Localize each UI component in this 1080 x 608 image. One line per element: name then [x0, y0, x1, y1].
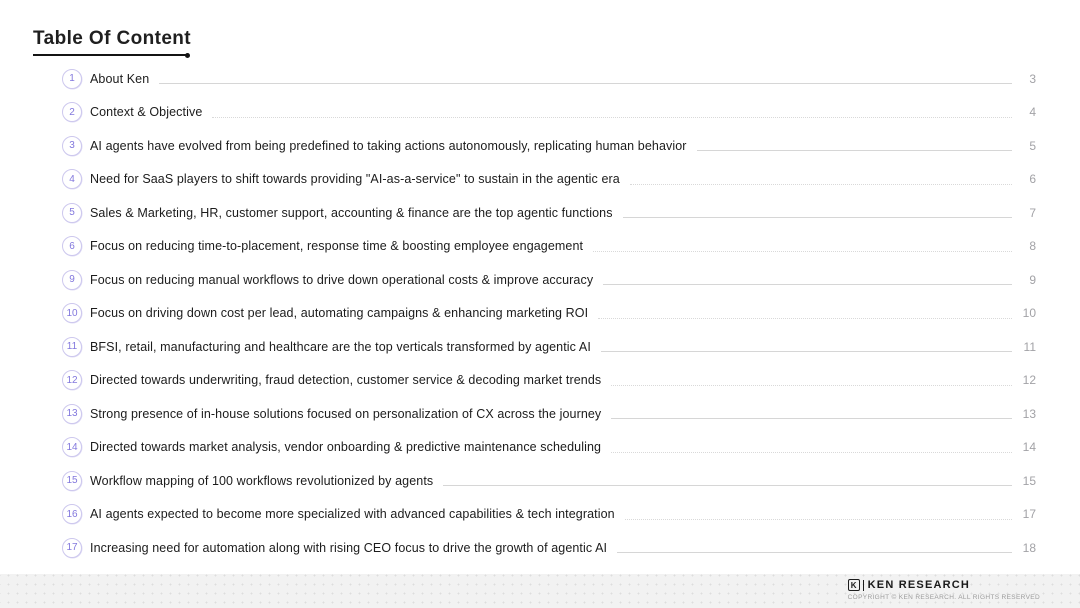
item-label: Focus on reducing time-to-placement, response time & boosting employee engagement — [90, 239, 584, 254]
leader-line — [611, 452, 1012, 453]
item-number-badge — [62, 169, 82, 189]
leader-line — [611, 418, 1012, 419]
toc-row[interactable] — [62, 464, 1036, 498]
item-number: 9 — [69, 274, 75, 286]
toc-row[interactable] — [62, 129, 1036, 163]
toc-row[interactable] — [62, 397, 1036, 431]
item-number: 13 — [66, 408, 78, 420]
toc-row[interactable] — [62, 196, 1036, 230]
item-page-number: 18 — [1022, 540, 1036, 555]
item-number: 17 — [66, 542, 78, 554]
leader-line — [625, 519, 1012, 520]
item-number-badge — [62, 504, 82, 524]
item-number-badge — [62, 337, 82, 357]
item-number: 1 — [69, 73, 75, 85]
toc-row[interactable] — [62, 96, 1036, 130]
item-number-badge — [62, 370, 82, 390]
item-label: AI agents have evolved from being predefined to taking actions autonomously, replicating human behavior — [90, 138, 687, 153]
item-label: Workflow mapping of 100 workflows revolutionized by agents — [90, 473, 434, 488]
title-block — [33, 26, 191, 56]
leader-line — [593, 251, 1012, 252]
item-label: Focus on driving down cost per lead, automating campaigns & enhancing marketing ROI — [90, 306, 589, 321]
item-page-number: 17 — [1022, 507, 1036, 522]
title-underline — [33, 54, 186, 56]
item-number-badge — [62, 471, 82, 491]
item-number-badge — [62, 102, 82, 122]
item-number: 14 — [66, 441, 78, 453]
leader-line — [159, 83, 1012, 84]
footer-brand — [848, 578, 1040, 601]
footer-logo-text: KEN RESEARCH — [867, 579, 971, 591]
item-page-number: 4 — [1029, 105, 1036, 120]
item-page-number: 15 — [1022, 473, 1036, 488]
leader-line — [617, 552, 1012, 553]
item-page-number: 13 — [1022, 406, 1036, 421]
item-page-number: 10 — [1022, 306, 1036, 321]
item-page-number: 12 — [1022, 373, 1036, 388]
leader-line — [611, 385, 1012, 386]
toc-row[interactable] — [62, 498, 1036, 532]
logo-divider — [863, 580, 864, 591]
item-label: Context & Objective — [90, 105, 203, 120]
item-number: 6 — [69, 240, 75, 252]
footer-copyright: COPYRIGHT © KEN RESEARCH. ALL RIGHTS RESERVED — [847, 594, 1040, 601]
toc-row[interactable] — [62, 163, 1036, 197]
item-page-number: 8 — [1029, 239, 1036, 254]
item-number: 4 — [69, 173, 75, 185]
item-label: Need for SaaS players to shift towards providing "AI-as-a-service" to sustain in the agentic era — [90, 172, 620, 187]
item-page-number: 5 — [1029, 138, 1036, 153]
item-page-number: 14 — [1022, 440, 1036, 455]
item-number-badge — [62, 303, 82, 323]
item-number-badge — [62, 404, 82, 424]
leader-line — [212, 117, 1012, 118]
item-number: 2 — [69, 106, 75, 118]
toc-row[interactable] — [62, 431, 1036, 465]
toc-row[interactable] — [62, 263, 1036, 297]
item-page-number: 7 — [1029, 205, 1036, 220]
footer-band — [0, 574, 1080, 608]
toc-row[interactable] — [62, 297, 1036, 331]
ken-research-logo — [848, 578, 1040, 592]
item-label: BFSI, retail, manufacturing and healthcare are the top verticals transformed by agentic AI — [90, 339, 591, 354]
item-number: 12 — [66, 374, 78, 386]
leader-line — [603, 284, 1012, 285]
page-title: Table Of Content — [33, 28, 192, 49]
item-number: 5 — [69, 207, 75, 219]
item-number-badge — [62, 270, 82, 290]
item-label: Focus on reducing manual workflows to drive down operational costs & improve accuracy — [90, 272, 594, 287]
toc-row[interactable] — [62, 62, 1036, 96]
item-number-badge — [62, 136, 82, 156]
item-label: Strong presence of in-house solutions focused on personalization of CX across the journey — [90, 406, 602, 421]
item-page-number: 3 — [1029, 71, 1036, 86]
item-number-badge — [62, 236, 82, 256]
item-number-badge — [62, 437, 82, 457]
item-number: 16 — [66, 508, 78, 520]
ken-research-logo-icon: K — [848, 579, 860, 591]
item-label: AI agents expected to become more specialized with advanced capabilities & tech integration — [90, 507, 615, 522]
leader-line — [443, 485, 1012, 486]
item-number: 3 — [69, 140, 75, 152]
leader-line — [697, 150, 1012, 151]
leader-line — [623, 217, 1012, 218]
item-page-number: 6 — [1029, 172, 1036, 187]
item-page-number: 11 — [1023, 339, 1036, 354]
item-page-number: 9 — [1029, 272, 1036, 287]
item-number: 11 — [66, 341, 78, 353]
leader-line — [601, 351, 1012, 352]
item-number: 15 — [66, 475, 78, 487]
item-label: Directed towards underwriting, fraud detection, customer service & decoding market trends — [90, 373, 602, 388]
leader-line — [598, 318, 1012, 319]
item-number: 10 — [66, 307, 78, 319]
item-label: Sales & Marketing, HR, customer support, accounting & finance are the top agentic functions — [90, 205, 613, 220]
toc-row[interactable] — [62, 230, 1036, 264]
item-number-badge — [62, 69, 82, 89]
toc-row[interactable] — [62, 364, 1036, 398]
item-label: About Ken — [90, 71, 150, 86]
item-number-badge — [62, 203, 82, 223]
toc-row[interactable] — [62, 531, 1036, 565]
toc-row[interactable] — [62, 330, 1036, 364]
toc-list — [62, 62, 1036, 565]
item-label: Increasing need for automation along with rising CEO focus to drive the growth of agentic AI — [90, 540, 608, 555]
leader-line — [630, 184, 1012, 185]
item-number-badge — [62, 538, 82, 558]
item-label: Directed towards market analysis, vendor onboarding & predictive maintenance scheduling — [90, 440, 602, 455]
